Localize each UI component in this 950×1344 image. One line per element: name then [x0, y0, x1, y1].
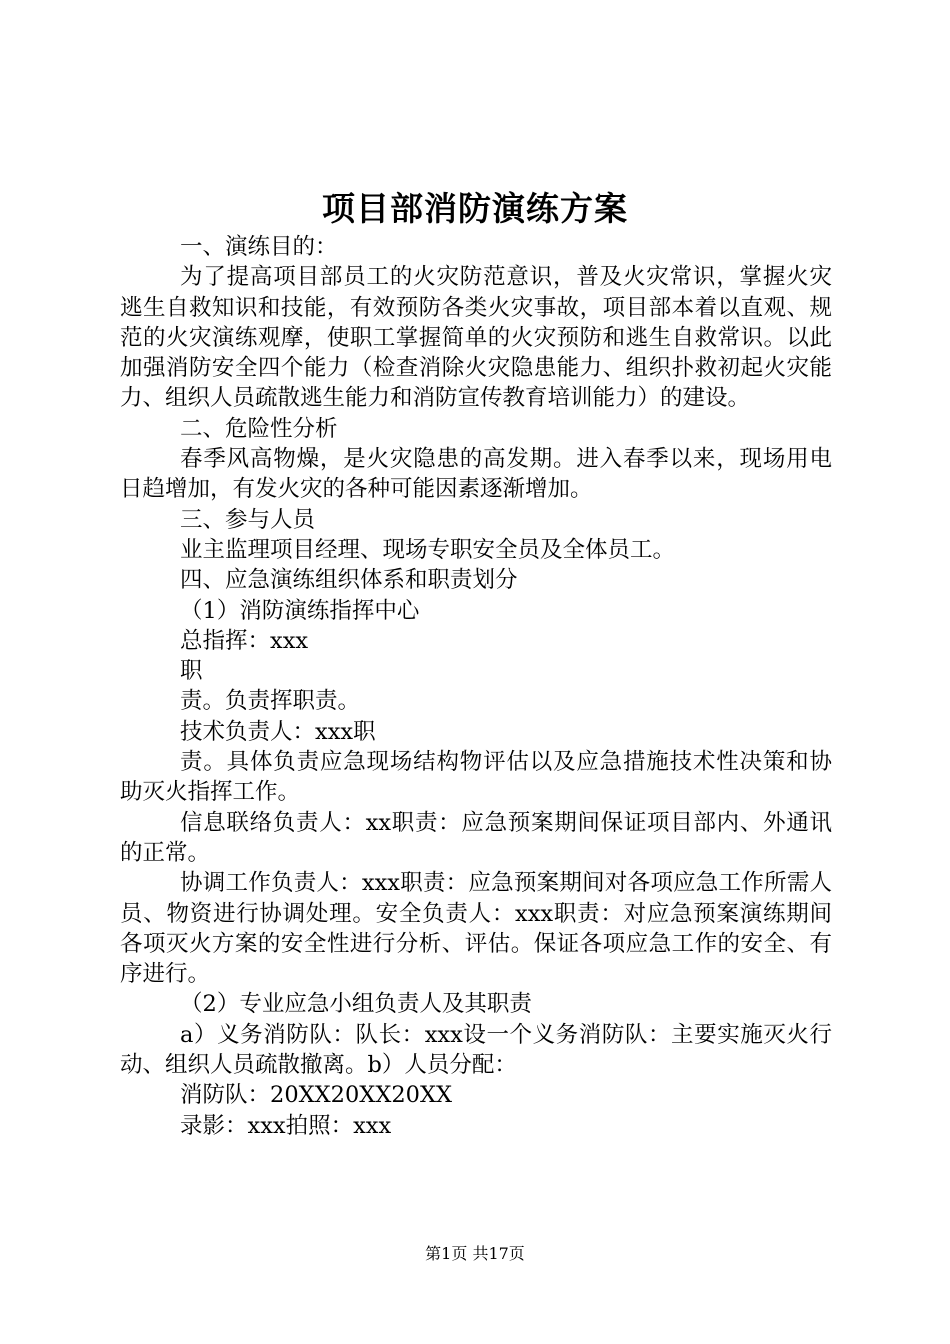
paragraph-technical-duty: 责。具体负责应急现场结构物评估以及应急措施技术性决策和协助灭火指挥工作。 — [120, 749, 832, 806]
paragraph-coordination-lead: 协调工作负责人：xxx职责：应急预案期间对各项应急工作所需人员、物资进行协调处理。安全负责人：xxx职责：对应急预案演练期间各项灭火方案的安全性进行分析、评估。保证各项应急工作的安全、有序进行。 — [120, 870, 832, 988]
paragraph-commander: 总指挥：xxx — [180, 627, 309, 654]
document-title: 项目部消防演练方案 — [322, 189, 628, 228]
paragraph-drill-purpose: 为了提高项目部员工的火灾防范意识，普及火灾常识，掌握火灾逃生自救知识和技能，有效预防各类火灾事故，项目部本着以直观、规范的火灾演练观摩，使职工掌握简单的火灾预防和逃生自救常识。以此加强消防安全四个能力（检查消除火灾隐患能力、组织扑救初起火灾能力、组织人员疏散逃生能力和消防宣传教育培训能力）的建设。 — [120, 264, 832, 412]
page-number: 第1页 共17页 — [425, 1244, 525, 1263]
paragraph-participants: 业主监理项目经理、现场专职安全员及全体员工。 — [180, 536, 676, 563]
subheading-emergency-groups: （2）专业应急小组负责人及其职责 — [180, 991, 532, 1018]
paragraph-duty-label: 职 — [180, 658, 203, 685]
paragraph-recording: 录影：xxx拍照：xxx — [180, 1112, 392, 1139]
paragraph-risk-analysis: 春季风高物燥，是火灾隐患的高发期。进入春季以来，现场用电日趋增加，有发火灾的各种可能因素逐渐增加。 — [120, 446, 832, 503]
subheading-command-center: （1）消防演练指挥中心 — [180, 597, 420, 624]
paragraph-technical-lead: 技术负责人：xxx职 — [180, 718, 376, 745]
paragraph-commander-duty: 责。负责挥职责。 — [180, 688, 361, 715]
heading-organization: 四、应急演练组织体系和职责划分 — [180, 567, 518, 594]
paragraph-fire-brigade: a）义务消防队：队长：xxx设一个义务消防队：主要实施灭火行动、组织人员疏散撤离。b）人员分配： — [120, 1021, 832, 1079]
heading-risk-analysis: 二、危险性分析 — [180, 415, 338, 442]
paragraph-liaison-lead: 信息联络负责人：xx职责：应急预案期间保证项目部内、外通讯的正常。 — [120, 809, 832, 866]
paragraph-fire-team: 消防队：20XX20XX20XX — [180, 1082, 452, 1109]
heading-drill-purpose: 一、演练目的： — [180, 234, 338, 260]
document-body — [120, 232, 832, 1141]
heading-participants: 三、参与人员 — [180, 506, 316, 533]
